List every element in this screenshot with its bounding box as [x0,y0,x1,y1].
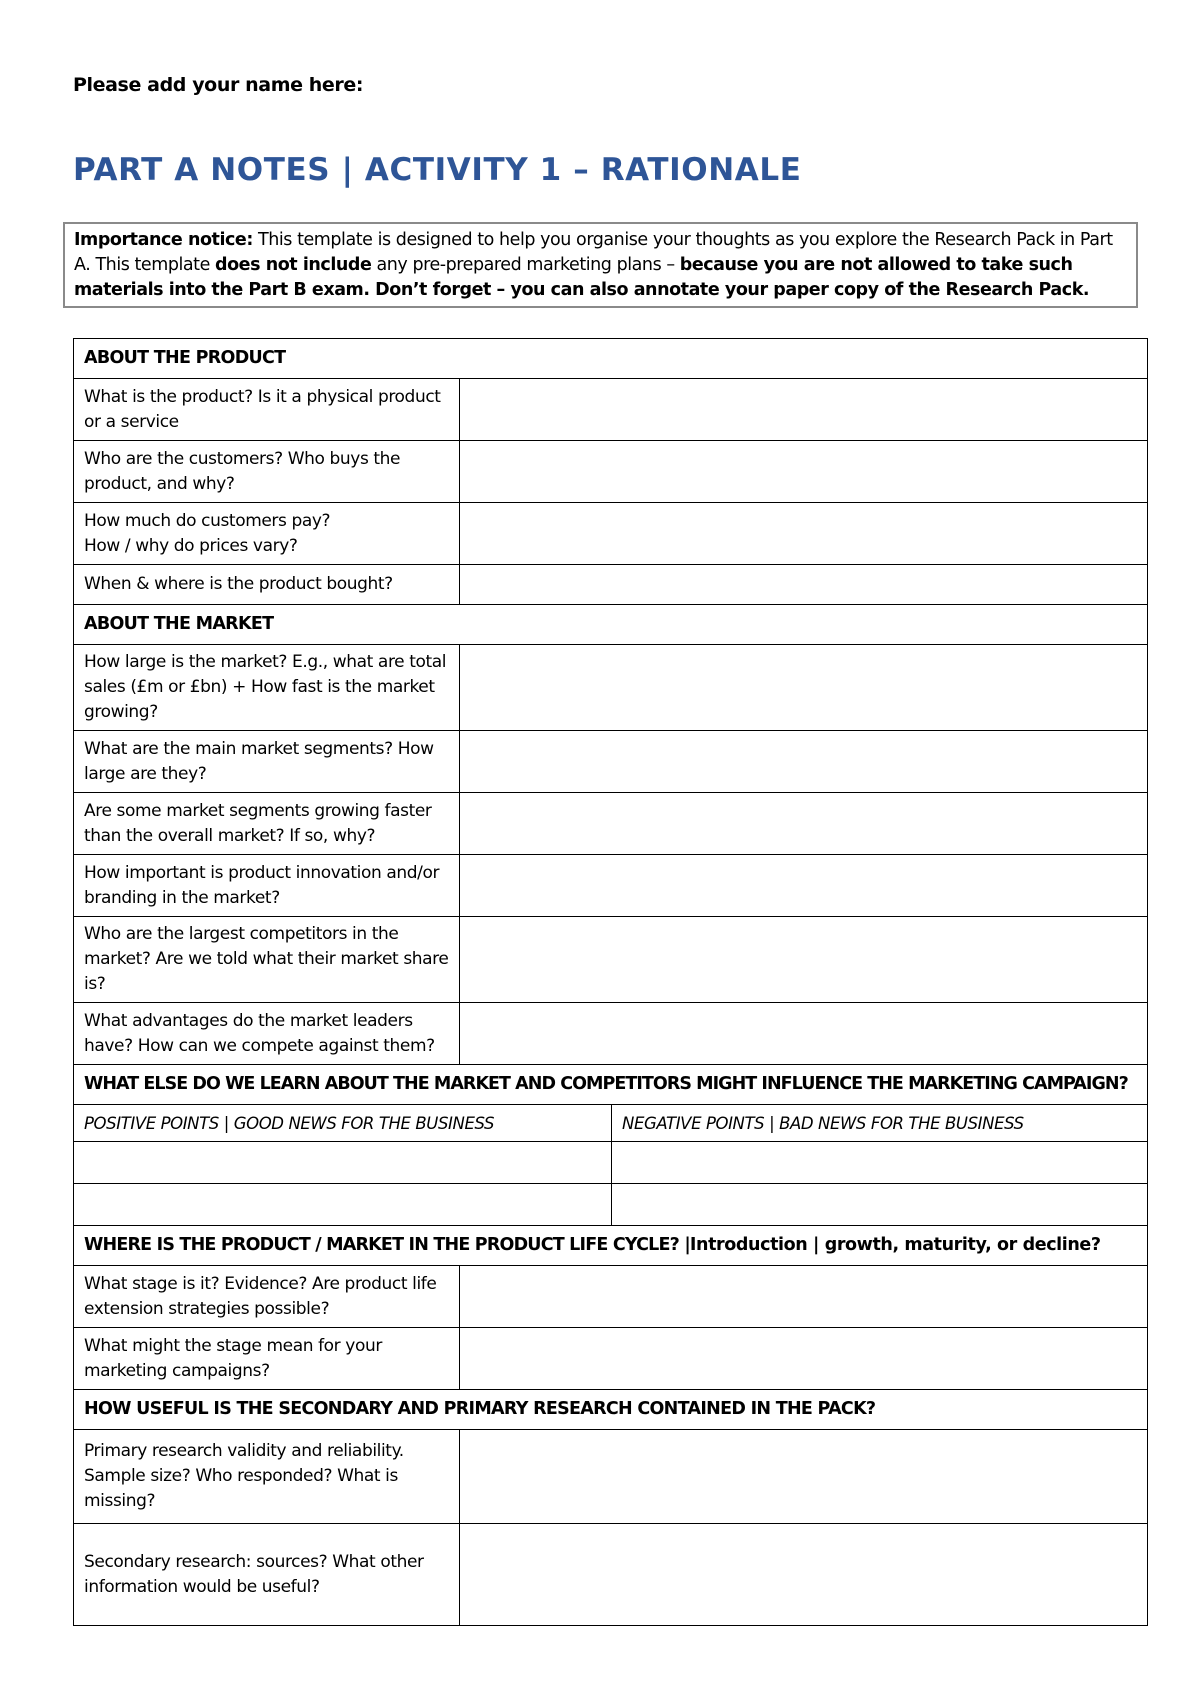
name-prompt: Please add your name here: [73,74,364,96]
positive-points-header: POSITIVE POINTS | GOOD NEWS FOR THE BUSINESS [74,1105,612,1142]
section-header-row [74,339,1148,379]
answer-cell[interactable] [460,1003,1148,1065]
section-title-product: ABOUT THE PRODUCT [74,339,1148,379]
section-title-market: ABOUT THE MARKET [74,605,1148,645]
table-row [74,1184,1148,1226]
question-cell: Who are the largest competitors in the market? Are we told what their market share is? [74,917,460,1003]
answer-cell[interactable] [460,645,1148,731]
question-cell: Secondary research: sources? What other information would be useful? [74,1524,460,1626]
section-header-row [74,1065,1148,1105]
section-header-row [74,1390,1148,1430]
answer-cell[interactable] [460,1266,1148,1328]
answer-cell[interactable] [460,1328,1148,1390]
answer-cell[interactable] [460,441,1148,503]
question-cell: What might the stage mean for your marketing campaigns? [74,1328,460,1390]
notice-text-1: This template is designed to help you organise your thoughts as you explore the Research Pack in Part A. This template [74,230,1113,275]
importance-notice-box [63,222,1138,308]
question-cell: Primary research validity and reliability. Sample size? Who responded? What is missing? [74,1430,460,1524]
answer-cell[interactable] [460,731,1148,793]
question-cell: What are the main market segments? How large are they? [74,731,460,793]
answer-cell[interactable] [460,379,1148,441]
lifecycle-title-main: WHERE IS THE PRODUCT / MARKET IN THE PRODUCT LIFE CYCLE? | [84,1235,690,1255]
page-title: PART A NOTES | ACTIVITY 1 – RATIONALE [73,152,802,188]
table-row [74,1142,1148,1184]
table-row [74,793,1148,855]
negative-points-header: NEGATIVE POINTS | BAD NEWS FOR THE BUSINESS [612,1105,1148,1142]
question-cell: How important is product innovation and/or branding in the market? [74,855,460,917]
negative-point-cell[interactable] [612,1142,1148,1184]
question-cell: Are some market segments growing faster than the overall market? If so, why? [74,793,460,855]
section-header-row [74,1226,1148,1266]
section-title-lifecycle [74,1226,1148,1266]
question-cell: How large is the market? E.g., what are total sales (£m or £bn) + How fast is the market growing? [74,645,460,731]
notice-bold-1: does not include [215,255,372,275]
table-row [74,917,1148,1003]
table-row [74,565,1148,605]
question-cell: When & where is the product bought? [74,565,460,605]
question-cell: What stage is it? Evidence? Are product life extension strategies possible? [74,1266,460,1328]
notes-table [73,338,1148,1626]
answer-cell[interactable] [460,1524,1148,1626]
table-row [74,1430,1148,1524]
answer-cell[interactable] [460,565,1148,605]
table-row [74,1524,1148,1626]
table-row [74,503,1148,565]
question-cell: What is the product? Is it a physical product or a service [74,379,460,441]
answer-cell[interactable] [460,917,1148,1003]
positive-point-cell[interactable] [74,1142,612,1184]
table-row [74,731,1148,793]
lifecycle-title-tail: Introduction | growth, maturity, or decline? [689,1235,1101,1255]
table-row [74,379,1148,441]
section-header-row [74,605,1148,645]
table-row [74,1266,1148,1328]
answer-cell[interactable] [460,503,1148,565]
notice-text-2: any pre-prepared marketing plans – [371,255,680,275]
question-cell: How much do customers pay? How / why do prices vary? [74,503,460,565]
negative-point-cell[interactable] [612,1184,1148,1226]
answer-cell[interactable] [460,855,1148,917]
table-row [74,855,1148,917]
section-title-research: HOW USEFUL IS THE SECONDARY AND PRIMARY RESEARCH CONTAINED IN THE PACK? [74,1390,1148,1430]
notice-bold-2: because you are not allowed to take such materials into the Part B exam. Don’t forget – you can also annotate your paper copy of the Research Pack. [74,255,1090,300]
notice-label: Importance notice: [74,230,253,250]
question-cell: What advantages do the market leaders have? How can we compete against them? [74,1003,460,1065]
answer-cell[interactable] [460,1430,1148,1524]
section-title-influence: WHAT ELSE DO WE LEARN ABOUT THE MARKET AND COMPETITORS MIGHT INFLUENCE THE MARKETING CAMPAIGN? [74,1065,1148,1105]
table-row [74,645,1148,731]
question-cell: Who are the customers? Who buys the product, and why? [74,441,460,503]
positive-point-cell[interactable] [74,1184,612,1226]
answer-cell[interactable] [460,793,1148,855]
table-row [74,1328,1148,1390]
table-row [74,1003,1148,1065]
table-row [74,1105,1148,1142]
table-row [74,441,1148,503]
